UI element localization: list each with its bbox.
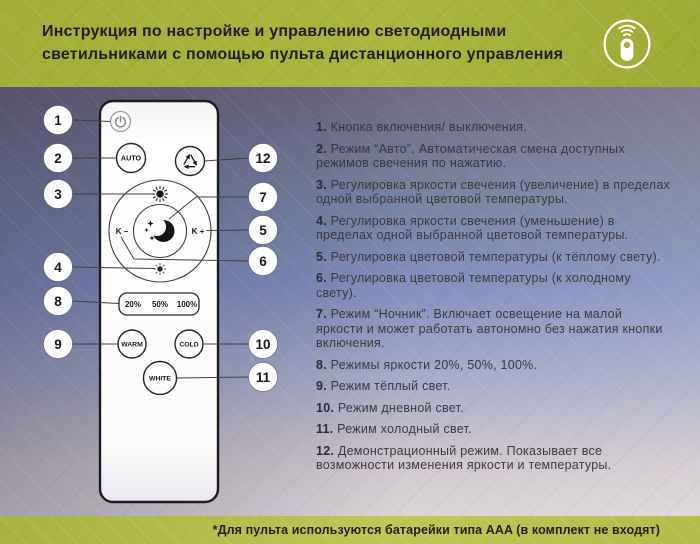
battery-note: *Для пульта используются батарейки типа AAA (в комплект не входят) (212, 523, 660, 537)
demo-button (176, 147, 205, 176)
svg-text:5: 5 (259, 222, 267, 238)
instruction-item-3: 3. Регулировка яркости свечения (увеличение) в пределах одной выбранной цветовой температуры. (316, 177, 671, 206)
callout-8 (44, 287, 73, 316)
instruction-item-6: 6. Регулировка цветовой температуры (к холодному свету). (316, 271, 631, 300)
instruction-item-9: 9. Режим тёплый свет. (316, 379, 451, 393)
instruction-item-12: 12. Демонстрационный режим. Показывает все возможности изменения яркости и температуры. (316, 443, 612, 472)
svg-text:8: 8 (54, 293, 62, 309)
footer-note-bar (0, 516, 700, 544)
remote-button-dot (624, 41, 630, 47)
instruction-item-5: 5. Регулировка цветовой температуры (к тёплому свету). (316, 249, 661, 264)
auto-button (117, 144, 146, 173)
svg-text:11: 11 (255, 369, 271, 385)
callout-4 (44, 253, 73, 282)
white-button (144, 362, 177, 395)
k-plus-label: K + (191, 226, 205, 236)
cold-button (175, 330, 203, 358)
callout-2 (44, 144, 73, 173)
brightness-20-label: 20% (124, 299, 142, 309)
brightness-50-label: 50% (151, 299, 169, 309)
brightness-presets (119, 293, 199, 315)
callout-10 (249, 330, 278, 359)
auto-button-label: AUTO (120, 153, 142, 163)
callout-12 (249, 144, 278, 173)
instruction-item-1: 1. Кнопка включения/ выключения. (316, 120, 527, 134)
callout-line-5 (207, 230, 249, 231)
signal-waves-icon (619, 25, 635, 35)
title-line-1: Инструкция по настройке и управлению светодиодными (42, 23, 507, 40)
warm-button-label: WARM (121, 341, 143, 349)
callout-9 (44, 330, 73, 359)
svg-text:9: 9 (54, 336, 62, 352)
svg-text:6: 6 (259, 253, 267, 269)
header (0, 0, 700, 87)
svg-text:4: 4 (54, 259, 62, 275)
svg-text:1: 1 (54, 112, 62, 128)
svg-text:7: 7 (259, 189, 267, 205)
callout-5 (249, 216, 278, 245)
instruction-item-10: 10. Режим дневной свет. (316, 400, 464, 415)
callout-3 (44, 180, 73, 209)
callout-1 (44, 106, 73, 135)
remote-silhouette (621, 38, 634, 61)
instruction-item-7: 7. Режим “Ночник”. Включает освещение на малой яркости и может работать автономно без нажатия кнопки включения. (316, 307, 663, 350)
wireless-remote-icon (602, 18, 652, 70)
callout-7 (249, 183, 278, 212)
instruction-item-8: 8. Режимы яркости 20%, 50%, 100%. (316, 357, 538, 372)
svg-text:10: 10 (255, 336, 271, 352)
svg-text:2: 2 (54, 150, 62, 166)
instructions-list (316, 120, 672, 480)
svg-text:12: 12 (255, 150, 271, 166)
svg-text:3: 3 (54, 186, 62, 202)
white-button-label: WHITE (149, 375, 171, 383)
callout-11 (249, 363, 278, 392)
instruction-item-11: 11. Режим холодный свет. (316, 422, 472, 436)
warm-button (118, 330, 146, 358)
brightness-100-label: 100% (176, 299, 198, 309)
power-button (111, 112, 131, 132)
callout-6 (249, 247, 278, 276)
main-content (0, 87, 700, 516)
k-minus-label: K – (115, 226, 129, 236)
instruction-item-2: 2. Режим “Авто”. Автоматическая смена доступных режимов свечения по нажатию. (316, 141, 625, 170)
instruction-item-4: 4. Регулировка яркости свечения (уменьшение) в пределах одной выбранной цветовой температуры. (316, 213, 629, 242)
page-title (42, 21, 602, 66)
title-line-2: светильниками с помощью пульта дистанционного управления (42, 45, 564, 63)
cold-button-label: COLD (179, 341, 199, 349)
remote-figure (0, 87, 310, 516)
